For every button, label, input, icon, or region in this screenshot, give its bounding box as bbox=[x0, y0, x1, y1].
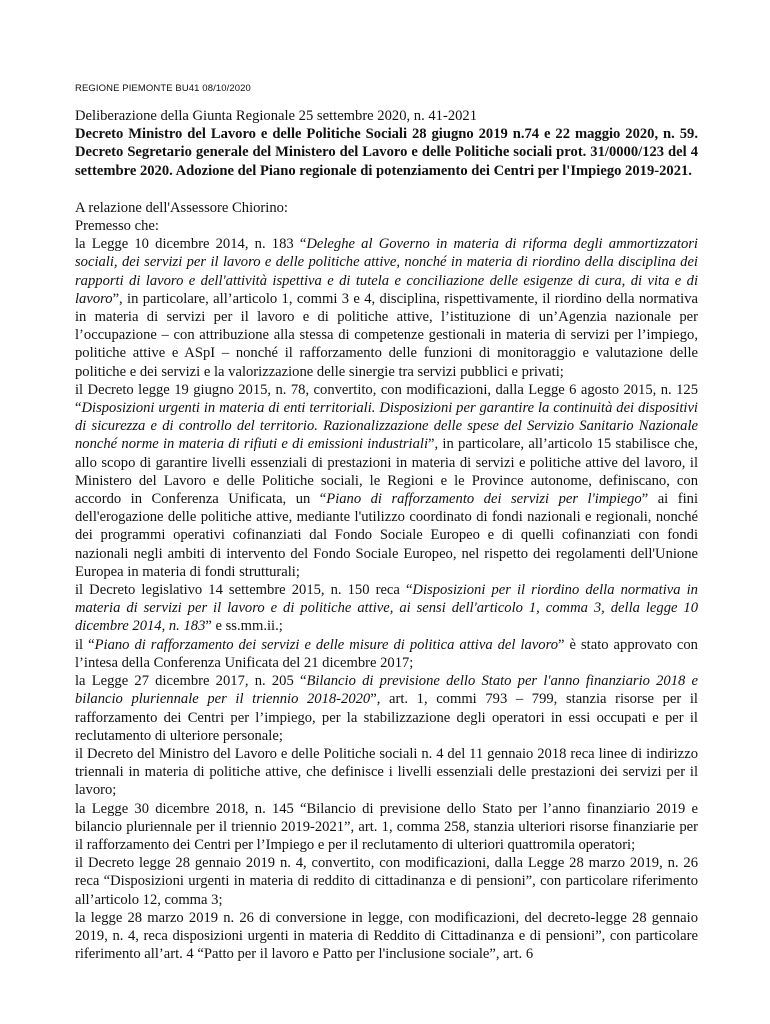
paragraph: il Decreto del Ministro del Lavoro e delle Politiche sociali n. 4 del 11 gennaio 2018 reca linee di indirizzo triennali in materia di politiche attive, che definisce i livelli essenziali delle prestazioni dei servizi per il lavoro; bbox=[75, 745, 698, 799]
paragraph: il Decreto legge 19 giugno 2015, n. 78, convertito, con modificazioni, dalla Legge 6 agosto 2015, n. 125 “Disposizioni urgenti in materia di enti territoriali. Disposizioni per garantire la continuità dei dispositivi di sicurezza e di controllo del territorio. Razionalizzazione delle spese del Servizio Sanitario Nazionale nonché norme in materia di rifiuti e di emissioni industriali”, in particolare, all’articolo 15 stabilisce che, allo scopo di garantire livelli essenziali di prestazioni in materia di servizi e politiche attive del lavoro, il Ministero del Lavoro e delle Politiche sociali, le Regioni e le Province autonome, definiscano, con accordo in Conferenza Unificata, un “Piano di rafforzamento dei servizi per l'impiego” ai fini dell'erogazione delle politiche attive, mediante l'utilizzo coordinato di fondi nazionali e regionali, nonché dei programmi operativi cofinanziati dal Fondo Sociale Europeo e di quelli cofinanziati con fondi nazionali negli ambiti di intervento del Fondo Sociale Europeo, nel rispetto dei regolamenti dell'Unione Europea in materia di fondi strutturali; bbox=[75, 381, 698, 580]
paragraph-list bbox=[75, 235, 698, 963]
document-page bbox=[75, 83, 698, 963]
paragraph: la Legge 10 dicembre 2014, n. 183 “Deleghe al Governo in materia di riforma degli ammortizzatori sociali, dei servizi per il lavoro e delle politiche attive, nonché in materia di riordino della disciplina dei rapporti di lavoro e dell'attività ispettiva e di tutela e conciliazione delle esigenze di cura, di vita e di lavoro”, in particolare, all’articolo 1, commi 3 e 4, disciplina, rispettivamente, il riordino della normativa in materia di servizi per il lavoro e di politiche attive, l’istituzione di un’Agenzia nazionale per l’occupazione – con attribuzione alla stessa di competenze gestionali in materia di servizi per l’impiego, politiche attive e ASpI – nonché il rafforzamento delle funzioni di monitoraggio e valutazione delle politiche e dei servizi e la valorizzazione delle sinergie tra servizi pubblici e privati; bbox=[75, 236, 698, 380]
paragraph: la legge 28 marzo 2019 n. 26 di conversione in legge, con modificazioni, del decreto-legge 28 gennaio 2019, n. 4, reca disposizioni urgenti in materia di Reddito di Cittadinanza e di pensioni”, con particolare riferimento all’art. 4 “Patto per il lavoro e Patto per l'inclusione sociale”, art. 6 bbox=[75, 909, 698, 963]
spacer bbox=[75, 180, 698, 199]
deliberation-title: Deliberazione della Giunta Regionale 25 settembre 2020, n. 41-2021 bbox=[75, 108, 478, 124]
paragraph: il “Piano di rafforzamento dei servizi e delle misure di politica attiva del lavoro” è stato approvato con l’intesa della Conferenza Unificata del 21 dicembre 2017; bbox=[75, 636, 698, 671]
paragraph: la Legge 27 dicembre 2017, n. 205 “Bilancio di previsione dello Stato per l'anno finanziario 2018 e bilancio pluriennale per il triennio 2018-2020”, art. 1, commi 793 – 799, stanzia risorse per il rafforzamento dei Centri per l’impiego, per la stabilizzazione degli operatori in essi occupati e per il reclutamento di ulteriore personale; bbox=[75, 673, 699, 744]
premesso-line: Premesso che: bbox=[75, 218, 159, 235]
intro-line: A relazione dell'Assessore Chiorino: bbox=[75, 199, 288, 216]
deliberation-subject: Decreto Ministro del Lavoro e delle Politiche Sociali 28 giugno 2019 n.74 e 22 maggio 2020, n. 59. Decreto Segretario generale del Ministero del Lavoro e delle Politiche sociali prot. 31/0000/123 del 4 settembre 2020. Adozione del Piano regionale di potenziamento dei Centri per l'Impiego 2019-2021. bbox=[75, 126, 698, 179]
paragraph: la Legge 30 dicembre 2018, n. 145 “Bilancio di previsione dello Stato per l’anno finanziario 2019 e bilancio pluriennale per il triennio 2019-2021”, art. 1, comma 258, stanzia ulteriori risorse finanziarie per il rafforzamento dei Centri per l’Impiego e per il reclutamento di ulteriori quattromila operatori; bbox=[75, 800, 698, 853]
paragraph: il Decreto legislativo 14 settembre 2015, n. 150 reca “Disposizioni per il riordino della normativa in materia di servizi per il lavoro e di politiche attive, ai sensi dell'articolo 1, comma 3, della legge 10 dicembre 2014, n. 183” e ss.mm.ii.; bbox=[75, 582, 698, 635]
bulletin-header: REGIONE PIEMONTE BU41 08/10/2020 bbox=[75, 83, 251, 94]
paragraph: il Decreto legge 28 gennaio 2019 n. 4, convertito, con modificazioni, dalla Legge 28 marzo 2019, n. 26 reca “Disposizioni urgenti in materia di reddito di cittadinanza e di pensioni”, con particolare riferimento all’articolo 12, comma 3; bbox=[75, 855, 698, 908]
